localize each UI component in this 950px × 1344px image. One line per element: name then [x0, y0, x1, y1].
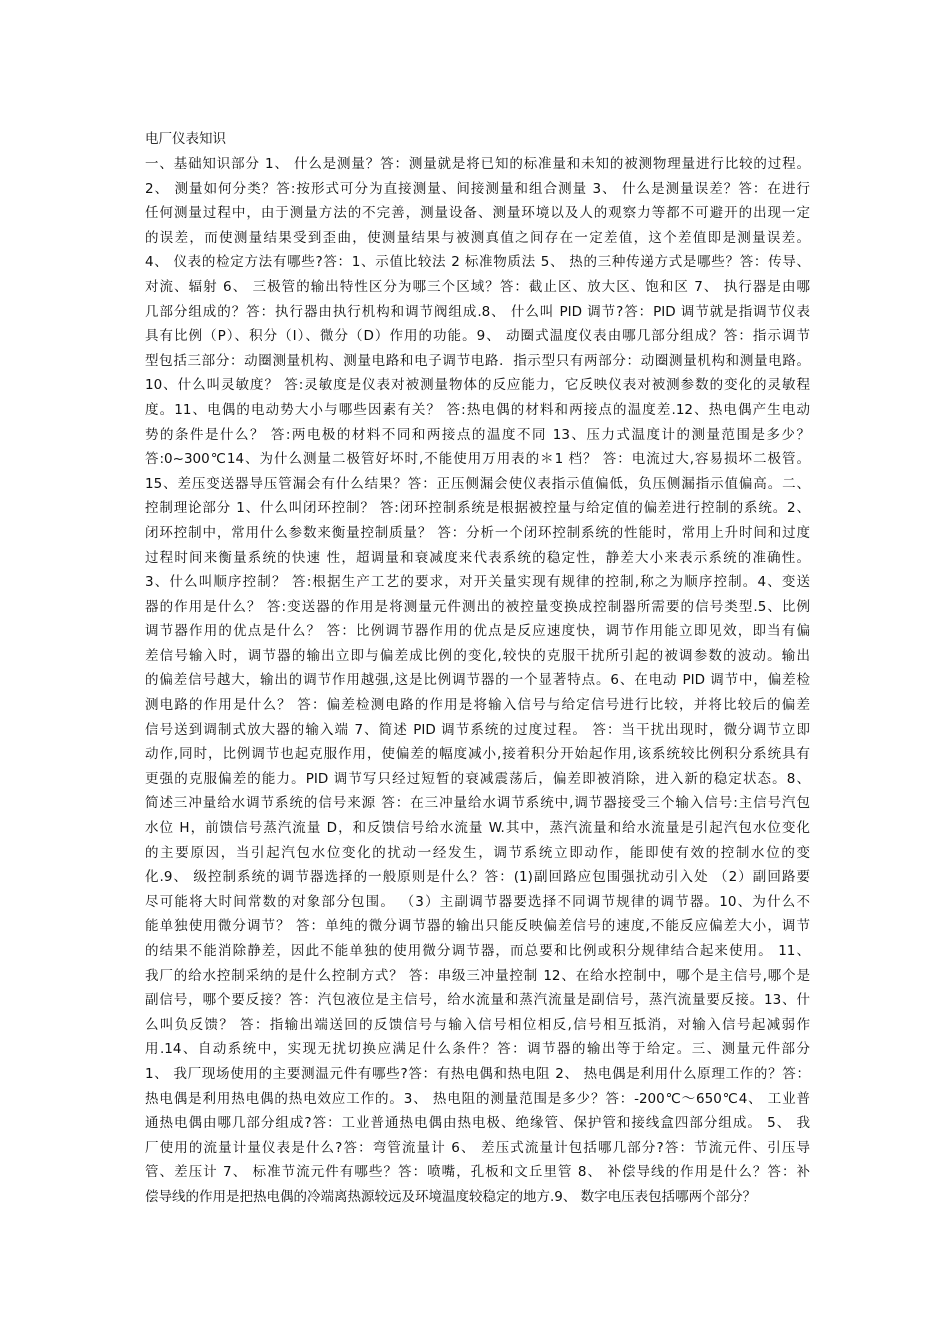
- body-line: 差信号输入时，调节器的输出立即与偏差成比例的变化,较快的克服干扰所引起的被调参数的波动。输出: [145, 647, 810, 664]
- body-line: 过程时间来衡量系统的快速 性，超调量和衰减度来代表系统的稳定性，静差大小来表示系统的准确性。: [145, 549, 810, 566]
- body-line: 动作,同时，比例调节也起克服作用，使偏差的幅度减小,接着积分开始起作用,该系统较比例积分系统具有: [145, 746, 810, 763]
- body-line: 尽可能将大时间常数的对象部分包围。 （3）主副调节器要选择不同调节规律的调节器。10、为什么不: [145, 893, 810, 910]
- body-line: 厂使用的流量计量仪表是什么?答：弯管流量计 6、 差压式流量计包括哪几部分?答：节流元件、引压导: [145, 1139, 810, 1156]
- body-line: 水位 H，前馈信号蒸汽流量 D，和反馈信号给水流量 W.其中，蒸汽流量和给水流量是引起汽包水位变化: [145, 820, 810, 837]
- body-line: 几部分组成的？答：执行器由执行机构和调节阀组成.8、 什么叫 PID 调节?答：PID 调节就是指调节仪表: [145, 303, 810, 320]
- body-line: 答:0~300℃14、为什么测量二极管好坏时,不能使用万用表的＊1 档？ 答：电流过大,容易损坏二极管。: [145, 451, 810, 468]
- body-line: 闭环控制中，常用什么参数来衡量控制质量？ 答：分析一个闭环控制系统的性能时，常用上升时间和过度: [145, 524, 810, 541]
- body-line: 的误差，而使测量结果受到歪曲，使测量结果与被测真值之间存在一定差值，这个差值即是测量误差。: [145, 229, 810, 246]
- body-line: 测电路的作用是什么？ 答：偏差检测电路的作用是将输入信号与给定信号进行比较，并将比较后的偏差: [145, 697, 810, 714]
- body-line: 用.14、自动系统中，实现无扰切换应满足什么条件？答：调节器的输出等于给定。三、测量元件部分: [145, 1041, 810, 1058]
- body-line: 我厂的给水控制采纳的是什么控制方式？ 答：串级三冲量控制 12、在给水控制中，哪个是主信号,哪个是: [145, 967, 810, 984]
- body-line: 么叫负反馈？ 答：指输出端送回的反馈信号与输入信号相位相反,信号相互抵消，对输入信号起减弱作: [145, 1016, 810, 1033]
- body-line: 1、 我厂现场使用的主要测温元件有哪些?答：有热电偶和热电阻 2、 热电偶是利用什么原理工作的？答：: [145, 1065, 810, 1082]
- body-line: 一、基础知识部分 1、 什么是测量？答：测量就是将已知的标准量和未知的被测物理量进行比较的过程。: [145, 156, 810, 172]
- body-line: 4、 仪表的检定方法有哪些?答：1、示值比较法 2 标准物质法 5、 热的三种传递方式是哪些？答：传导、: [145, 254, 810, 271]
- body-line: 热电偶是利用热电偶的热电效应工作的。3、 热电阻的测量范围是多少？答：-200℃～650℃4、 工业普: [145, 1090, 810, 1107]
- body-line: 信号送到调制式放大器的输入端 7、简述 PID 调节系统的过度过程。 答：当干扰出现时，微分调节立即: [145, 721, 810, 738]
- body-line: 任何测量过程中，由于测量方法的不完善，测量设备、测量环境以及人的观察力等都不可避开的出现一定: [145, 205, 810, 222]
- body-line: 能单独使用微分调节？ 答：单纯的微分调节器的输出只能反映偏差信号的速度,不能反应偏差大小，调节: [145, 918, 810, 935]
- body-line: 器的作用是什么？ 答:变送器的作用是将测量元件测出的被控量变换成控制器所需要的信号类型.5、比例: [145, 598, 810, 615]
- body-line: 10、什么叫灵敏度？ 答:灵敏度是仪表对被测量物体的反应能力，它反映仪表对被测参数的变化的灵敏程: [145, 377, 810, 394]
- body-line: 副信号，哪个要反接？答：汽包液位是主信号，给水流量和蒸汽流量是副信号，蒸汽流量要反接。13、什: [145, 992, 810, 1009]
- body-line: 的主要原因，当引起汽包水位变化的扰动一经发生，调节系统立即动作，能即使有效的控制水位的变: [145, 844, 810, 861]
- body-line: 具有比例（P）、积分（I）、微分（D）作用的功能。9、 动圈式温度仪表由哪几部分组成？答：指示调节: [145, 328, 810, 345]
- body-line: 更强的克服偏差的能力。PID 调节写只经过短暂的衰减震荡后，偏差即被消除，进入新的稳定状态。8、: [145, 770, 810, 787]
- document-body: [145, 152, 810, 1210]
- body-line: 2、 测量如何分类？答:按形式可分为直接测量、间接测量和组合测量 3、 什么是测量误差？答：在进行: [145, 180, 810, 197]
- body-line: 的结果不能消除静差，因此不能单独的使用微分调节器，而总要和比例或积分规律结合起来使用。 11、: [145, 943, 810, 959]
- body-line: 度。11、电偶的电动势大小与哪些因素有关？ 答:热电偶的材料和两接点的温度差.12、热电偶产生电动: [145, 401, 810, 418]
- body-line: 3、什么叫顺序控制？ 答:根据生产工艺的要求，对开关量实现有规律的控制,称之为顺序控制。4、变送: [145, 574, 810, 591]
- body-line: 型包括三部分：动圈测量机构、测量电路和电子调节电路．指示型只有两部分：动圈测量机构和测量电路。: [145, 352, 810, 369]
- document-title: 电厂仪表知识: [145, 131, 226, 147]
- body-line: 15、差压变送器导压管漏会有什么结果？答：正压侧漏会使仪表指示值偏低，负压侧漏指示值偏高。二、: [145, 475, 810, 492]
- body-line: 通热电偶由哪几部分组成?答：工业普通热电偶由热电极、绝缘管、保护管和接线盒四部分组成。 5、 我: [145, 1115, 810, 1132]
- body-line: 管、差压计 7、 标准节流元件有哪些？答：喷嘴，孔板和文丘里管 8、 补偿导线的作用是什么？答：补: [145, 1164, 810, 1181]
- body-line: 偿导线的作用是把热电偶的冷端离热源较远及环境温度较稳定的地方.9、 数字电压表包括哪两个部分？: [145, 1188, 757, 1205]
- body-line: 控制理论部分 1、什么叫闭环控制？ 答:闭环控制系统是根据被控量与给定值的偏差进行控制的系统。2、: [145, 500, 810, 517]
- body-line: 的偏差信号越大，输出的调节作用越强,这是比例调节器的一个显著特点。6、在电动 PID 调节中，偏差检: [145, 672, 810, 689]
- body-line: 化.9、 级控制系统的调节器选择的一般原则是什么？答：(1)副回路应包围强扰动引入处 （2）副回路要: [145, 869, 810, 886]
- body-line: 势的条件是什么？ 答:两电极的材料不同和两接点的温度不同 13、压力式温度计的测量范围是多少？: [145, 426, 810, 443]
- body-line: 对流、辐射 6、 三极管的输出特性区分为哪三个区域？答：截止区、放大区、饱和区 7、 执行器是由哪: [145, 278, 810, 295]
- body-line: 简述三冲量给水调节系统的信号来源 答：在三冲量给水调节系统中,调节器接受三个输入信号:主信号汽包: [145, 795, 810, 812]
- body-line: 调节器作用的优点是什么？ 答：比例调节器作用的优点是反应速度快，调节作用能立即见效，即当有偏: [145, 623, 810, 640]
